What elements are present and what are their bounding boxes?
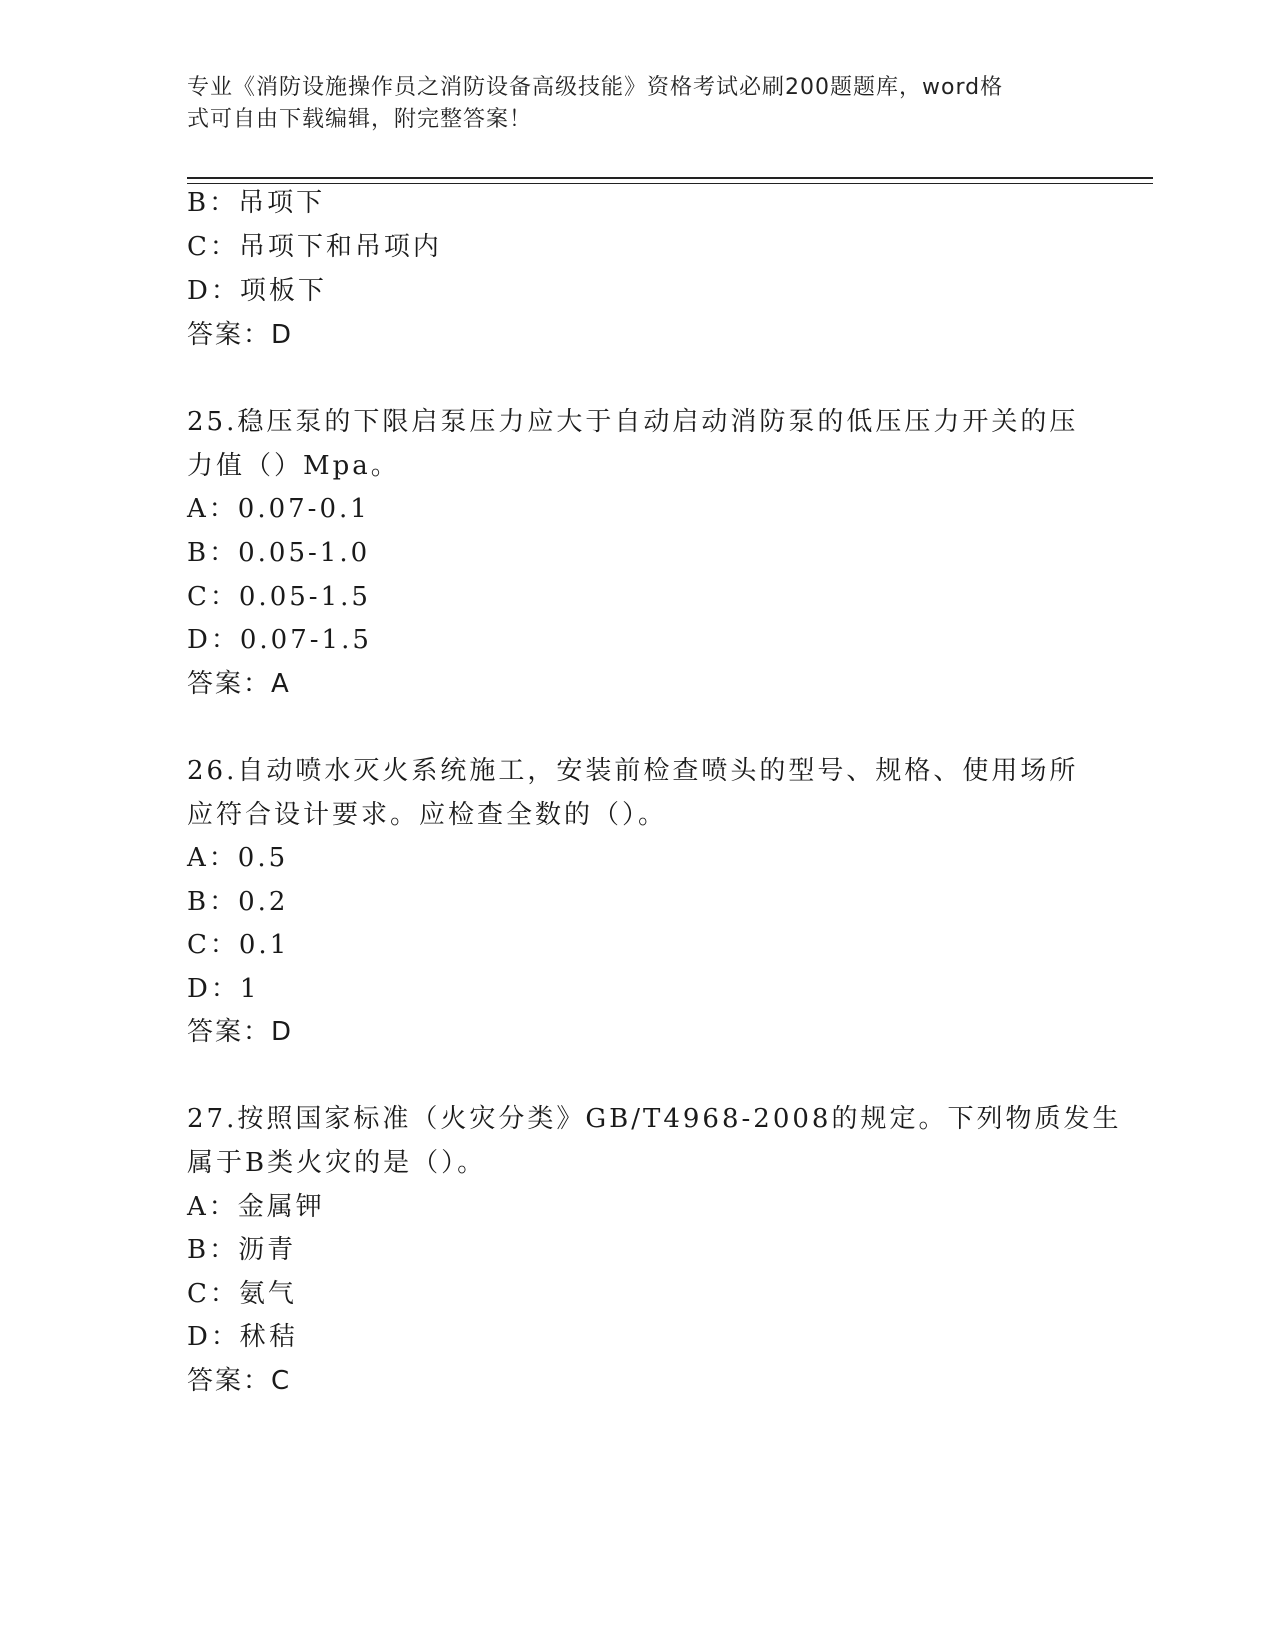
header-divider-thick bbox=[187, 177, 1153, 179]
q27-option-a: A：金属钾 bbox=[187, 1192, 325, 1222]
q26-stem-line-2: 应符合设计要求。应检查全数的（）。 bbox=[187, 800, 668, 830]
q25-stem-line-1: 25.稳压泵的下限启泵压力应大于自动启动消防泵的低压压力开关的压 bbox=[187, 407, 1079, 437]
q26-option-b: B：0.2 bbox=[187, 887, 289, 917]
q27-stem-line-1: 27.按照国家标准（火灾分类》GB/T4968-2008的规定。下列物质发生 bbox=[187, 1104, 1122, 1134]
q25-stem-line-2: 力值（）Mpa。 bbox=[187, 451, 400, 481]
prev-answer: 答案：D bbox=[187, 320, 294, 350]
q27-option-d: D：秫秸 bbox=[187, 1322, 298, 1352]
header-divider-thin bbox=[187, 183, 1153, 184]
prev-option-c: C：吊项下和吊项内 bbox=[187, 232, 442, 262]
q26-answer: 答案：D bbox=[187, 1017, 294, 1047]
q25-option-a: A：0.07-0.1 bbox=[187, 494, 370, 524]
document-header bbox=[187, 72, 1067, 136]
q25-option-c: C：0.05-1.5 bbox=[187, 582, 371, 612]
q26-option-c: C：0.1 bbox=[187, 930, 290, 960]
q26-option-a: A：0.5 bbox=[187, 843, 289, 873]
header-line-1: 专业《消防设施操作员之消防设备高级技能》资格考试必刷200题题库，word格 bbox=[187, 75, 1004, 100]
q26-option-d: D：1 bbox=[187, 974, 260, 1004]
q26-stem-line-1: 26.自动喷水灭火系统施工，安装前检查喷头的型号、规格、使用场所 bbox=[187, 756, 1079, 786]
q27-option-b: B：沥青 bbox=[187, 1235, 297, 1265]
q27-stem-line-2: 属于B类火灾的是（）。 bbox=[187, 1148, 487, 1178]
prev-option-d: D：项板下 bbox=[187, 276, 327, 306]
q25-option-d: D：0.07-1.5 bbox=[187, 625, 372, 655]
q27-answer: 答案：C bbox=[187, 1366, 292, 1396]
prev-option-b: B：吊项下 bbox=[187, 188, 326, 218]
q25-answer: 答案：A bbox=[187, 669, 291, 699]
header-line-2: 式可自由下载编辑，附完整答案！ bbox=[187, 107, 533, 132]
q25-option-b: B：0.05-1.0 bbox=[187, 538, 371, 568]
q27-option-c: C：氨气 bbox=[187, 1279, 297, 1309]
